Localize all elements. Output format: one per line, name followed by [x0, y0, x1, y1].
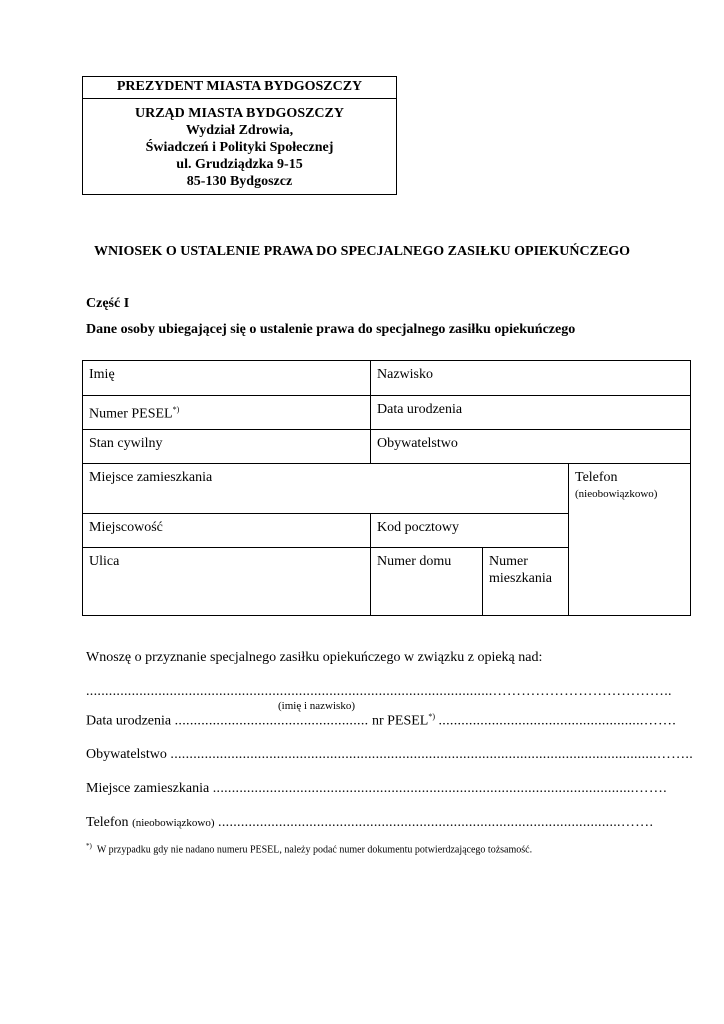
- postal-code-label: Kod pocztowy: [377, 520, 460, 535]
- dependent-name-caption: (imię i nazwisko): [278, 700, 355, 712]
- pesel-cell[interactable]: [83, 396, 371, 430]
- dependent-name-field[interactable]: ...........................................................................................................………………………………..: [86, 684, 672, 699]
- apartment-number-label-2: mieszkania: [489, 571, 552, 586]
- apartment-number-label-1: Numer: [489, 554, 528, 569]
- dependent-pesel-label: nr PESEL: [371, 713, 429, 729]
- dependent-citizenship-row: [86, 747, 693, 763]
- dependent-birth-pesel-row: [86, 712, 676, 730]
- citizenship-cell[interactable]: [371, 430, 691, 464]
- last-name-label: Nazwisko: [377, 367, 433, 382]
- dependent-citizenship-field[interactable]: ................................................................................................................................……..: [170, 747, 693, 762]
- dependent-residence-label: Miejsce zamieszkania: [86, 781, 210, 796]
- locality-label: Miejscowość: [89, 520, 163, 535]
- locality-cell[interactable]: [83, 514, 371, 548]
- part-label: Część I: [86, 296, 130, 311]
- postal-code-cell[interactable]: [371, 514, 569, 548]
- marital-status-cell[interactable]: [83, 430, 371, 464]
- postcode-city: 85-130 Bydgoszcz: [186, 174, 293, 189]
- footnote-text: W przypadku gdy nie nadano numeru PESEL, należy podać numer dokumentu potwierdzającego tożsamość.: [96, 844, 533, 856]
- residence-label: Miejsce zamieszkania: [89, 470, 213, 485]
- dependent-residence-row: [86, 781, 667, 797]
- residence-cell: [83, 464, 569, 514]
- birth-date-label: Data urodzenia: [377, 402, 463, 417]
- birth-date-cell[interactable]: [371, 396, 691, 430]
- office-address: [83, 99, 396, 194]
- phone-optional-note: (nieobowiązkowo): [575, 488, 658, 500]
- form-title: WNIOSEK O USTALENIE PRAWA DO SPECJALNEGO ZASIŁKU OPIEKUŃCZEGO: [93, 244, 631, 259]
- phone-cell[interactable]: [569, 464, 691, 616]
- dependent-citizenship-label: Obywatelstwo: [86, 747, 167, 762]
- dependent-pesel-field[interactable]: ......................................................…….: [438, 713, 677, 729]
- footnote-mark: *): [86, 842, 92, 850]
- pesel-footnote-mark: *): [172, 405, 180, 414]
- street-label: Ulica: [89, 554, 120, 569]
- apartment-number-cell[interactable]: [483, 548, 569, 616]
- dependent-phone-label: Telefon: [86, 815, 129, 830]
- part-subtitle: Dane osoby ubiegającej się o ustalenie prawa do specjalnego zasiłku opiekuńczego: [86, 322, 576, 337]
- dependent-residence-field[interactable]: ...............................................................................................................…….: [212, 781, 667, 796]
- dependent-pesel-footnote-mark: *): [428, 712, 435, 721]
- authority-header-box: [82, 76, 397, 195]
- dependent-birth-date-label: Data urodzenia: [86, 713, 172, 729]
- dependent-phone-optional-note: (nieobowiązkowo): [132, 817, 215, 829]
- marital-status-label: Stan cywilny: [89, 436, 163, 451]
- dependent-phone-row: [86, 815, 653, 831]
- footnote: [86, 842, 532, 855]
- dependent-birth-date-field[interactable]: ...................................................: [174, 713, 369, 729]
- last-name-cell[interactable]: [371, 361, 691, 396]
- house-number-cell[interactable]: [371, 548, 483, 616]
- street-address: ul. Grudziądzka 9-15: [176, 157, 303, 172]
- pesel-label: Numer PESEL: [89, 406, 173, 422]
- applicant-data-table: [82, 360, 691, 616]
- request-statement: Wnoszę o przyznanie specjalnego zasiłku opiekuńczego w związku z opieką nad:: [86, 650, 543, 665]
- first-name-cell[interactable]: [83, 361, 371, 396]
- office-name: URZĄD MIASTA BYDGOSZCZY: [135, 106, 344, 121]
- first-name-label: Imię: [89, 367, 115, 382]
- citizenship-label: Obywatelstwo: [377, 436, 458, 451]
- street-cell[interactable]: [83, 548, 371, 616]
- department-line-2: Świadczeń i Polityki Społecznej: [145, 140, 334, 155]
- authority-name: PREZYDENT MIASTA BYDGOSZCZY: [83, 77, 396, 99]
- dependent-phone-field[interactable]: ..........................................................................................................…….: [218, 815, 654, 830]
- department-line-1: Wydział Zdrowia,: [185, 123, 294, 138]
- phone-label: Telefon: [575, 470, 618, 485]
- house-number-label: Numer domu: [377, 554, 452, 569]
